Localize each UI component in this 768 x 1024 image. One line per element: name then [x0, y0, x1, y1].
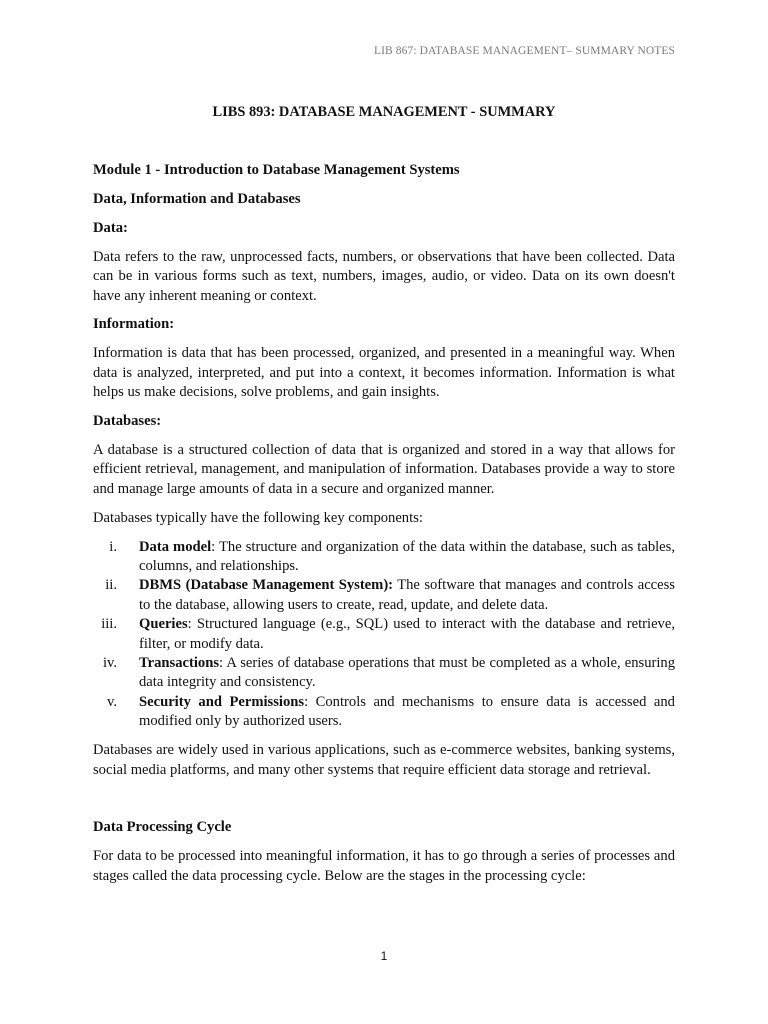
- list-item: [93, 654, 675, 693]
- section-spacer: [93, 789, 675, 818]
- list-item-number: i.: [109, 538, 117, 555]
- list-item-number: ii.: [105, 577, 117, 594]
- list-item-number: iii.: [101, 616, 117, 633]
- list-item-description: : A series of database operations that must be completed as a whole, ensuring data integrity and consistency.: [139, 655, 675, 691]
- data-heading: Data:: [93, 219, 128, 236]
- list-item: [93, 693, 675, 732]
- list-item: [93, 576, 675, 615]
- document-title: LIBS 893: DATABASE MANAGEMENT - SUMMARY: [212, 104, 556, 120]
- databases-closing-paragraph: Databases are widely used in various applications, such as e-commerce websites, banking systems, social media platforms, and many other systems that require efficient data storage and retrieval.: [93, 742, 675, 778]
- data-paragraph: Data refers to the raw, unprocessed facts, numbers, or observations that have been collected. Data can be in various forms such as text, numbers, images, audio, or video. Data on its own doesn't have any inherent meaning or context.: [93, 248, 675, 304]
- processing-heading: Data Processing Cycle: [93, 819, 232, 836]
- list-item-description: : Structured language (e.g., SQL) used to interact with the database and retrieve, filter, or modify data.: [139, 616, 675, 652]
- list-item-term: Security and Permissions: [139, 693, 305, 710]
- list-item-number: iv.: [102, 655, 117, 672]
- running-header: LIB 867: DATABASE MANAGEMENT– SUMMARY NOTES: [373, 45, 675, 57]
- databases-heading: Databases:: [93, 413, 162, 430]
- databases-paragraph: A database is a structured collection of data that is organized and stored in a way that allows for efficient retrieval, management, and manipulation of information. Databases provide a way to store and manage large amounts of data in a secure and organized manner.: [93, 441, 675, 497]
- document-body: [93, 161, 675, 896]
- section-subheading: Data, Information and Databases: [93, 190, 301, 207]
- module-heading: Module 1 - Introduction to Database Management Systems: [93, 162, 460, 178]
- information-paragraph: Information is data that has been processed, organized, and presented in a meaningful way. When data is analyzed, interpreted, and put into a context, it becomes information. Information is what helps us make decisions, solve problems, and gain insights.: [93, 345, 675, 401]
- components-list: [93, 538, 675, 732]
- information-heading: Information:: [93, 316, 175, 333]
- list-item-description: : The structure and organization of the data within the database, such as tables, columns, and relationships.: [139, 538, 675, 574]
- list-item-term: Data model: [139, 538, 212, 555]
- list-item-term: DBMS (Database Management System):: [139, 577, 394, 594]
- list-item-term: Queries: [139, 616, 188, 633]
- list-item-term: Transactions: [139, 655, 220, 672]
- page-number: 1: [380, 949, 388, 963]
- list-item-description: : Controls and mechanisms to ensure data is accessed and modified only by authorized users.: [139, 693, 675, 730]
- list-item-number: v.: [107, 693, 117, 710]
- list-item: [93, 538, 675, 577]
- list-item: [93, 615, 675, 654]
- processing-paragraph: For data to be processed into meaningful information, it has to go through a series of processes and stages called the data processing cycle. Below are the stages in the processing cycle:: [93, 848, 675, 884]
- list-item-description: The software that manages and controls access to the database, allowing users to create, read, update, and delete data.: [139, 577, 675, 613]
- components-intro: Databases typically have the following key components:: [93, 509, 423, 526]
